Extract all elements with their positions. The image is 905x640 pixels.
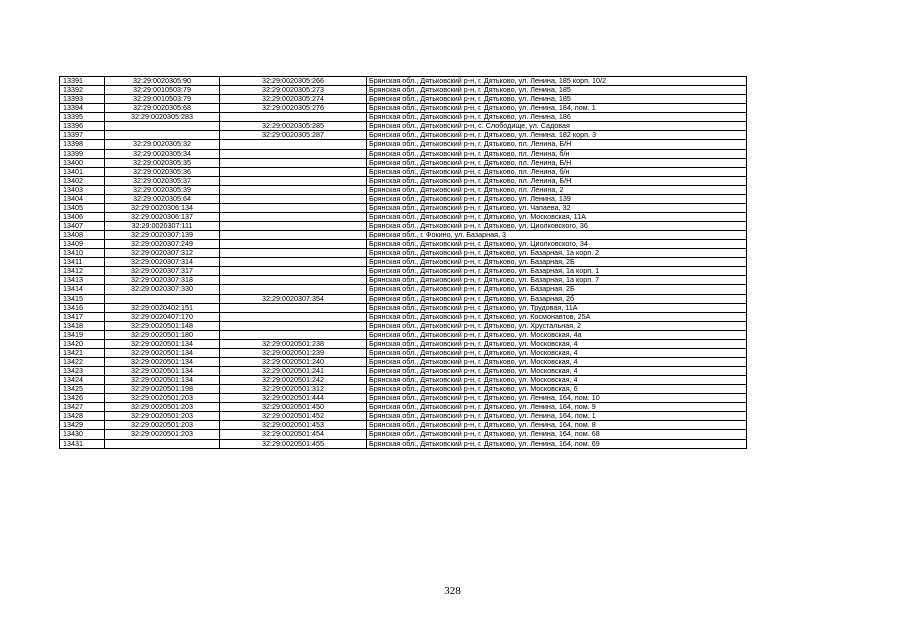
row-number-cell: 13407: [60, 222, 105, 231]
address-cell: Брянская обл., Дятьковский р-н, г. Дятьково, ул. Ленина, 164, пом. 69: [367, 439, 747, 448]
row-number-cell: 13428: [60, 412, 105, 421]
row-number-cell: 13394: [60, 104, 105, 113]
row-number-cell: 13415: [60, 294, 105, 303]
object-cadastral-number-cell: [220, 212, 367, 221]
address-cell: Брянская обл., Дятьковский р-н, г. Дятьково, ул. Ленина, 164, пом. 1: [367, 412, 747, 421]
address-cell: Брянская обл., Дятьковский р-н, г. Дятьково, ул. Московская, 4: [367, 357, 747, 366]
object-cadastral-number-cell: [220, 149, 367, 158]
object-cadastral-number-cell: 32:29:0020501:240: [220, 357, 367, 366]
row-number-cell: 13392: [60, 86, 105, 95]
address-cell: Брянская обл., Дятьковский р-н, г. Дятьково, ул. Московская, 11А: [367, 212, 747, 221]
object-cadastral-number-cell: 32:29:0020305:273: [220, 86, 367, 95]
cadastral-number-cell: 32:29:0020407:170: [105, 312, 220, 321]
address-cell: Брянская обл., Дятьковский р-н, г. Дятьково, ул. Ленина, 184, пом. 1: [367, 104, 747, 113]
table-row: [60, 357, 747, 366]
row-number-cell: 13397: [60, 131, 105, 140]
address-cell: Брянская обл., Дятьковский р-н, с. Слободище, ул. Садовая: [367, 122, 747, 131]
row-number-cell: 13423: [60, 367, 105, 376]
table-row: [60, 86, 747, 95]
table-row: [60, 394, 747, 403]
object-cadastral-number-cell: [220, 176, 367, 185]
cadastral-number-cell: 32:29:0020305:64: [105, 194, 220, 203]
table-row: [60, 167, 747, 176]
cadastral-number-cell: [105, 439, 220, 448]
page-number: 328: [444, 585, 461, 597]
object-cadastral-number-cell: 32:29:0020501:242: [220, 376, 367, 385]
cadastral-number-cell: 32:29:0020501:203: [105, 421, 220, 430]
row-number-cell: 13406: [60, 212, 105, 221]
table-row: [60, 403, 747, 412]
table-row: [60, 77, 747, 86]
cadastral-number-cell: 32:29:0020501:148: [105, 321, 220, 330]
row-number-cell: 13393: [60, 95, 105, 104]
table-row: [60, 330, 747, 339]
object-cadastral-number-cell: [220, 312, 367, 321]
cadastral-number-cell: 32:29:0020501:134: [105, 367, 220, 376]
cadastral-number-cell: 32:29:0020501:198: [105, 385, 220, 394]
table-row: [60, 149, 747, 158]
address-cell: Брянская обл., Дятьковский р-н, г. Дятьково, ул. Московская, 4а: [367, 330, 747, 339]
address-cell: Брянская обл., Дятьковский р-н, г. Дятьково, ул. Циолковского, 34: [367, 240, 747, 249]
table-row: [60, 212, 747, 221]
table-row: [60, 294, 747, 303]
object-cadastral-number-cell: 32:29:0020305:285: [220, 122, 367, 131]
table-row: [60, 194, 747, 203]
row-number-cell: 13396: [60, 122, 105, 131]
address-cell: Брянская обл., Дятьковский р-н, г. Дятьково, ул. Ленина, 164, пом. 8: [367, 421, 747, 430]
address-cell: Брянская обл., Дятьковский р-н, г. Дятьково, ул. Базарная, 1а корп. 7: [367, 276, 747, 285]
row-number-cell: 13424: [60, 376, 105, 385]
cadastral-number-cell: 32:29:0020305:35: [105, 158, 220, 167]
table-row: [60, 176, 747, 185]
table-row: [60, 131, 747, 140]
object-cadastral-number-cell: 32:29:0020307:354: [220, 294, 367, 303]
object-cadastral-number-cell: [220, 267, 367, 276]
row-number-cell: 13408: [60, 231, 105, 240]
cadastral-number-cell: 32:29:0020305:36: [105, 167, 220, 176]
row-number-cell: 13403: [60, 185, 105, 194]
address-cell: Брянская обл., Дятьковский р-н, г. Дятьково, ул. Московская, 4: [367, 376, 747, 385]
table-row: [60, 122, 747, 131]
cadastral-number-cell: [105, 122, 220, 131]
cadastral-number-cell: 32:29:0020501:134: [105, 348, 220, 357]
address-cell: Брянская обл., Дятьковский р-н, г. Дятьково, пл. Ленина, Б/Н: [367, 176, 747, 185]
object-cadastral-number-cell: [220, 194, 367, 203]
row-number-cell: 13409: [60, 240, 105, 249]
address-cell: Брянская обл., Дятьковский р-н, г. Дятьково, пл. Ленина, Б/Н: [367, 140, 747, 149]
cadastral-number-cell: 32:29:0020305:283: [105, 113, 220, 122]
address-cell: Брянская обл., Дятьковский р-н, г. Дятьково, ул. Ленина, 185 корп. 10/2: [367, 77, 747, 86]
table-row: [60, 203, 747, 212]
object-cadastral-number-cell: [220, 158, 367, 167]
cadastral-number-cell: 32:29:0020307:312: [105, 249, 220, 258]
row-number-cell: 13412: [60, 267, 105, 276]
address-cell: Брянская обл., Дятьковский р-н, г. Дятьково, ул. Базарная, 1а корп. 1: [367, 267, 747, 276]
address-cell: Брянская обл., Дятьковский р-н, г. Дятьково, ул. Базарная, 2Б: [367, 285, 747, 294]
cadastral-number-cell: 32:29:0020501:203: [105, 394, 220, 403]
cadastral-number-cell: 32:29:0020501:203: [105, 430, 220, 439]
cadastral-number-cell: 32:29:0020307:314: [105, 258, 220, 267]
cadastral-number-cell: 32:29:0020402:151: [105, 303, 220, 312]
address-cell: Брянская обл., Дятьковский р-н, г. Дятьково, пл. Ленина, б/н: [367, 167, 747, 176]
cadastral-number-cell: 32:29:0020501:203: [105, 403, 220, 412]
object-cadastral-number-cell: [220, 321, 367, 330]
cadastral-number-cell: 32:29:0020306:134: [105, 203, 220, 212]
object-cadastral-number-cell: 32:29:0020305:274: [220, 95, 367, 104]
table-row: [60, 339, 747, 348]
row-number-cell: 13431: [60, 439, 105, 448]
cadastral-number-cell: 32:29:0010503:79: [105, 86, 220, 95]
cadastral-number-cell: 32:29:0020305:32: [105, 140, 220, 149]
object-cadastral-number-cell: 32:29:0020501:452: [220, 412, 367, 421]
table-row: [60, 348, 747, 357]
cadastral-number-cell: 32:29:0020307:139: [105, 231, 220, 240]
table-row: [60, 321, 747, 330]
address-cell: Брянская обл., Дятьковский р-н, г. Дятьково, ул. Чапаева, 32: [367, 203, 747, 212]
address-cell: Брянская обл., г. Фокино, ул. Базарная, 3: [367, 231, 747, 240]
table-row: [60, 376, 747, 385]
object-cadastral-number-cell: 32:29:0020305:276: [220, 104, 367, 113]
address-cell: Брянская обл., Дятьковский р-н, г. Дятьково, ул. Ленина, 164, пом. 10: [367, 394, 747, 403]
row-number-cell: 13416: [60, 303, 105, 312]
row-number-cell: 13414: [60, 285, 105, 294]
row-number-cell: 13411: [60, 258, 105, 267]
object-cadastral-number-cell: [220, 240, 367, 249]
table-row: [60, 158, 747, 167]
object-cadastral-number-cell: [220, 203, 367, 212]
cadastral-number-cell: 32:29:0020305:34: [105, 149, 220, 158]
row-number-cell: 13395: [60, 113, 105, 122]
table-row: [60, 240, 747, 249]
cadastral-number-cell: 32:29:0020307:249: [105, 240, 220, 249]
address-cell: Брянская обл., Дятьковский р-н, г. Дятьково, ул. Ленина, 185: [367, 86, 747, 95]
cadastral-number-cell: 32:29:0020501:134: [105, 376, 220, 385]
row-number-cell: 13429: [60, 421, 105, 430]
object-cadastral-number-cell: 32:29:0020501:241: [220, 367, 367, 376]
row-number-cell: 13404: [60, 194, 105, 203]
row-number-cell: 13413: [60, 276, 105, 285]
cadastral-number-cell: 32:29:0020305:90: [105, 77, 220, 86]
address-cell: Брянская обл., Дятьковский р-н, г. Дятьково, ул. Ленина, 164, пом. 68: [367, 430, 747, 439]
table-row: [60, 95, 747, 104]
address-cell: Брянская обл., Дятьковский р-н, г. Дятьково, пл. Ленина, 2: [367, 185, 747, 194]
object-cadastral-number-cell: 32:29:0020501:450: [220, 403, 367, 412]
cadastral-number-cell: 32:29:0020501:134: [105, 339, 220, 348]
address-cell: Брянская обл., Дятьковский р-н, г. Дятьково, ул. Базарная, 2б: [367, 294, 747, 303]
address-cell: Брянская обл., Дятьковский р-н, г. Дятьково, ул. Трудовая, 11А: [367, 303, 747, 312]
row-number-cell: 13427: [60, 403, 105, 412]
address-cell: Брянская обл., Дятьковский р-н, г. Дятьково, ул. Циолковского, 36: [367, 222, 747, 231]
table-body: [60, 77, 747, 449]
address-cell: Брянская обл., Дятьковский р-н, г. Дятьково, ул. Хрустальная, 2: [367, 321, 747, 330]
address-cell: Брянская обл., Дятьковский р-н, г. Дятьково, ул. Ленина, 186: [367, 113, 747, 122]
row-number-cell: 13418: [60, 321, 105, 330]
row-number-cell: 13426: [60, 394, 105, 403]
row-number-cell: 13417: [60, 312, 105, 321]
object-cadastral-number-cell: [220, 167, 367, 176]
cadastral-number-cell: 32:29:0020501:180: [105, 330, 220, 339]
table-row: [60, 267, 747, 276]
cadastral-number-cell: 32:29:0010503:79: [105, 95, 220, 104]
table-row: [60, 222, 747, 231]
address-cell: Брянская обл., Дятьковский р-н, г. Дятьково, ул. Ленина, 164, пом. 9: [367, 403, 747, 412]
address-cell: Брянская обл., Дятьковский р-н, г. Дятьково, ул. Ленина, 182 корп. 3: [367, 131, 747, 140]
object-cadastral-number-cell: 32:29:0020501:453: [220, 421, 367, 430]
address-cell: Брянская обл., Дятьковский р-н, г. Дятьково, ул. Московская, 6: [367, 385, 747, 394]
row-number-cell: 13421: [60, 348, 105, 357]
address-cell: Брянская обл., Дятьковский р-н, г. Дятьково, ул. Ленина, 139: [367, 194, 747, 203]
cadastral-number-cell: 32:29:0020306:137: [105, 212, 220, 221]
address-cell: Брянская обл., Дятьковский р-н, г. Дятьково, ул. Московская, 4: [367, 348, 747, 357]
object-cadastral-number-cell: 32:29:0020501:238: [220, 339, 367, 348]
object-cadastral-number-cell: [220, 113, 367, 122]
table-row: [60, 430, 747, 439]
table-row: [60, 104, 747, 113]
cadastral-number-cell: 32:29:0020307:330: [105, 285, 220, 294]
row-number-cell: 13410: [60, 249, 105, 258]
object-cadastral-number-cell: [220, 276, 367, 285]
row-number-cell: 13398: [60, 140, 105, 149]
object-cadastral-number-cell: [220, 330, 367, 339]
row-number-cell: 13430: [60, 430, 105, 439]
address-cell: Брянская обл., Дятьковский р-н, г. Дятьково, ул. Ленина, 185: [367, 95, 747, 104]
cadastral-number-cell: 32:29:0020307:318: [105, 276, 220, 285]
table-row: [60, 276, 747, 285]
row-number-cell: 13401: [60, 167, 105, 176]
object-cadastral-number-cell: [220, 185, 367, 194]
address-cell: Брянская обл., Дятьковский р-н, г. Дятьково, ул. Московская, 4: [367, 367, 747, 376]
object-cadastral-number-cell: 32:29:0020501:454: [220, 430, 367, 439]
cadastral-number-cell: 32:29:0020501:134: [105, 357, 220, 366]
table-row: [60, 412, 747, 421]
row-number-cell: 13419: [60, 330, 105, 339]
object-cadastral-number-cell: 32:29:0020501:444: [220, 394, 367, 403]
object-cadastral-number-cell: [220, 231, 367, 240]
table-row: [60, 140, 747, 149]
cadastral-number-cell: [105, 131, 220, 140]
row-number-cell: 13400: [60, 158, 105, 167]
table-row: [60, 312, 747, 321]
cadastral-number-cell: 32:29:0020501:203: [105, 412, 220, 421]
object-cadastral-number-cell: [220, 285, 367, 294]
table-row: [60, 367, 747, 376]
address-cell: Брянская обл., Дятьковский р-н, г. Дятьково, пл. Ленина, б/н: [367, 149, 747, 158]
table-row: [60, 285, 747, 294]
row-number-cell: 13402: [60, 176, 105, 185]
table-row: [60, 439, 747, 448]
row-number-cell: 13425: [60, 385, 105, 394]
table-row: [60, 113, 747, 122]
object-cadastral-number-cell: 32:29:0020501:312: [220, 385, 367, 394]
cadastral-number-cell: [105, 294, 220, 303]
row-number-cell: 13391: [60, 77, 105, 86]
object-cadastral-number-cell: [220, 222, 367, 231]
row-number-cell: 13420: [60, 339, 105, 348]
table-row: [60, 421, 747, 430]
address-cell: Брянская обл., Дятьковский р-н, г. Дятьково, ул. Базарная, 2Б: [367, 258, 747, 267]
row-number-cell: 13422: [60, 357, 105, 366]
table-row: [60, 258, 747, 267]
table-row: [60, 385, 747, 394]
object-cadastral-number-cell: 32:29:0020501:239: [220, 348, 367, 357]
address-cell: Брянская обл., Дятьковский р-н, г. Дятьково, ул. Космонавтов, 25А: [367, 312, 747, 321]
address-cell: Брянская обл., Дятьковский р-н, г. Дятьково, ул. Московская, 4: [367, 339, 747, 348]
cadastral-number-cell: 32:29:0020305:37: [105, 176, 220, 185]
object-cadastral-number-cell: [220, 258, 367, 267]
row-number-cell: 13405: [60, 203, 105, 212]
cadastral-table: [59, 76, 747, 449]
address-cell: Брянская обл., Дятьковский р-н, г. Дятьково, пл. Ленина, Б/Н: [367, 158, 747, 167]
cadastral-number-cell: 32:29:0020307:111: [105, 222, 220, 231]
object-cadastral-number-cell: [220, 249, 367, 258]
row-number-cell: 13399: [60, 149, 105, 158]
cadastral-number-cell: 32:29:0020305:39: [105, 185, 220, 194]
object-cadastral-number-cell: [220, 303, 367, 312]
object-cadastral-number-cell: 32:29:0020305:287: [220, 131, 367, 140]
object-cadastral-number-cell: [220, 140, 367, 149]
object-cadastral-number-cell: 32:29:0020501:455: [220, 439, 367, 448]
table-row: [60, 185, 747, 194]
table-row: [60, 231, 747, 240]
table-row: [60, 249, 747, 258]
address-cell: Брянская обл., Дятьковский р-н, г. Дятьково, ул. Базарная, 1а корп. 2: [367, 249, 747, 258]
cadastral-number-cell: 32:29:0020305:68: [105, 104, 220, 113]
cadastral-number-cell: 32:29:0020307:317: [105, 267, 220, 276]
object-cadastral-number-cell: 32:29:0020305:266: [220, 77, 367, 86]
table-row: [60, 303, 747, 312]
